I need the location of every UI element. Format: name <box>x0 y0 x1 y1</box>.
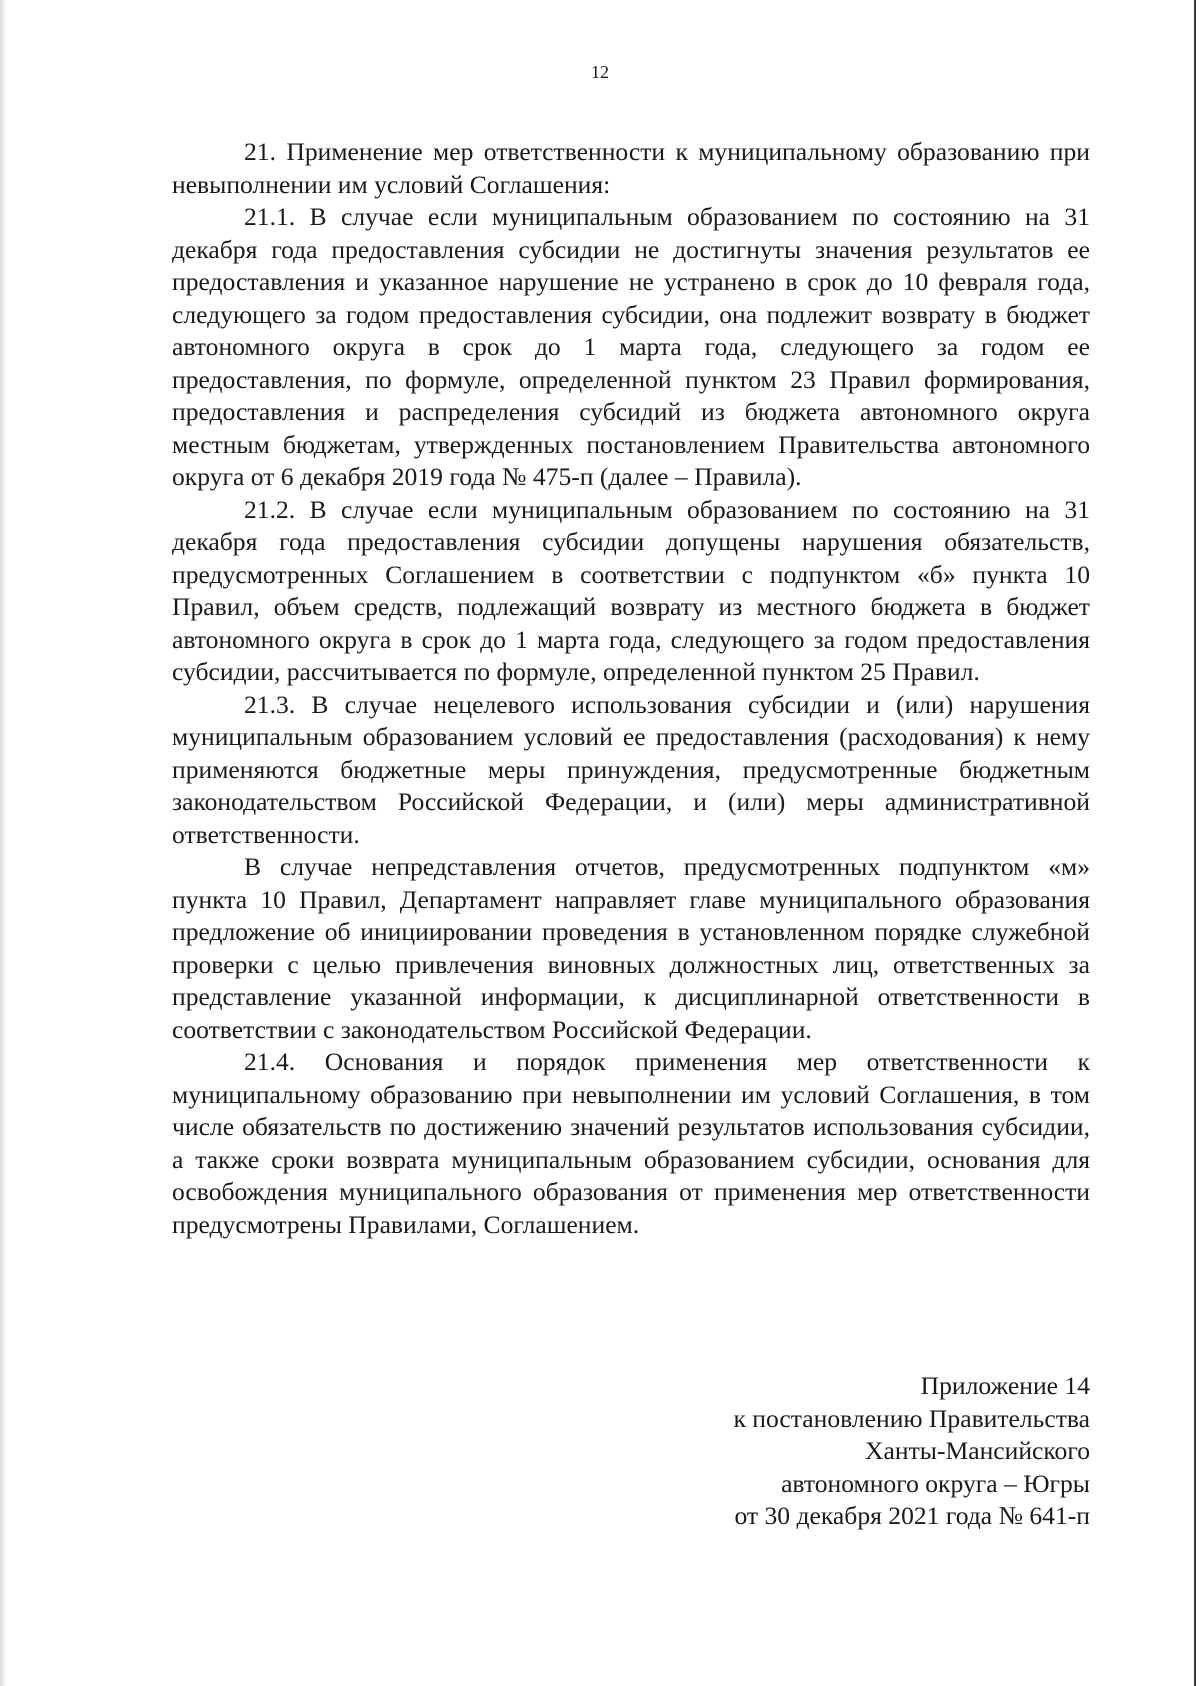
appendix-okrug: автономного округа – Югры <box>781 1468 1090 1498</box>
appendix-resolution: к постановлению Правительства <box>733 1403 1090 1433</box>
paragraph-21: 21. Применение мер ответственности к муниципальному образованию при невыполнении им условий Соглашения: <box>172 137 1090 199</box>
body-text <box>172 136 1090 1241</box>
paragraph-21-1: 21.1. В случае если муниципальным образованием по состоянию на 31 декабря года предоставления субсидии не достигнуты значения результатов ее предоставления и указанное нарушение не устранено в срок до 10 февраля года, следующего за годом предоставления субсидии, она подлежит возврату в бюджет автономного округа в срок до 1 марта года, следующего за годом ее предоставления, по формуле, определенной пунктом 23 Правил формирования, предоставления и распределения субсидий из бюджета автономного округа местным бюджетам, утвержденных постановлением Правительства автономного округа от 6 декабря 2019 года № 475-п (далее – Правила). <box>172 202 1090 491</box>
scan-edge-right <box>1194 0 1196 1686</box>
paragraph-21-2: 21.2. В случае если муниципальным образованием по состоянию на 31 декабря года предоставления субсидии допущены нарушения обязательств, предусмотренных Соглашением в соответствии с подпунктом «б» пункта 10 Правил, объем средств, подлежащий возврату из местного бюджета в бюджет автономного округа в срок до 1 марта года, следующего за годом предоставления субсидии, рассчитывается по формуле, определенной пунктом 25 Правил. <box>172 494 1090 686</box>
scan-edge-left <box>0 0 7 1686</box>
page-number: 12 <box>591 62 609 82</box>
paragraph-21-3-reports: В случае непредставления отчетов, предусмотренных подпунктом «м» пункта 10 Правил, Департамент направляет главе муниципального образования предложение об инициировании проведения в установленном порядке служебной проверки с целью привлечения виновных должностных лиц, ответственных за представление указанной информации, к дисциплинарной ответственности в соответствии с законодательством Российской Федерации. <box>172 852 1090 1044</box>
appendix-title: Приложение 14 <box>920 1371 1090 1400</box>
appendix-region: Ханты-Мансийского <box>865 1436 1090 1465</box>
appendix-block <box>490 1370 1090 1533</box>
paragraph-21-3: 21.3. В случае нецелевого использования субсидии и (или) нарушения муниципальным образованием условий ее предоставления (расходования) к нему применяются бюджетные меры принуждения, предусмотренные бюджетным законодательством Российской Федерации, и (или) меры административной ответственности. <box>172 689 1090 849</box>
appendix-date-number: от 30 декабря 2021 года № 641-п <box>734 1501 1090 1530</box>
paragraph-21-4: 21.4. Основания и порядок применения мер ответственности к муниципальному образованию при невыполнении им условий Соглашения, в том числе обязательств по достижению значений результатов использования субсидии, а также сроки возврата муниципальным образованием субсидии, основания для освобождения муниципального образования от применения мер ответственности предусмотрены Правилами, Соглашением. <box>172 1047 1090 1239</box>
